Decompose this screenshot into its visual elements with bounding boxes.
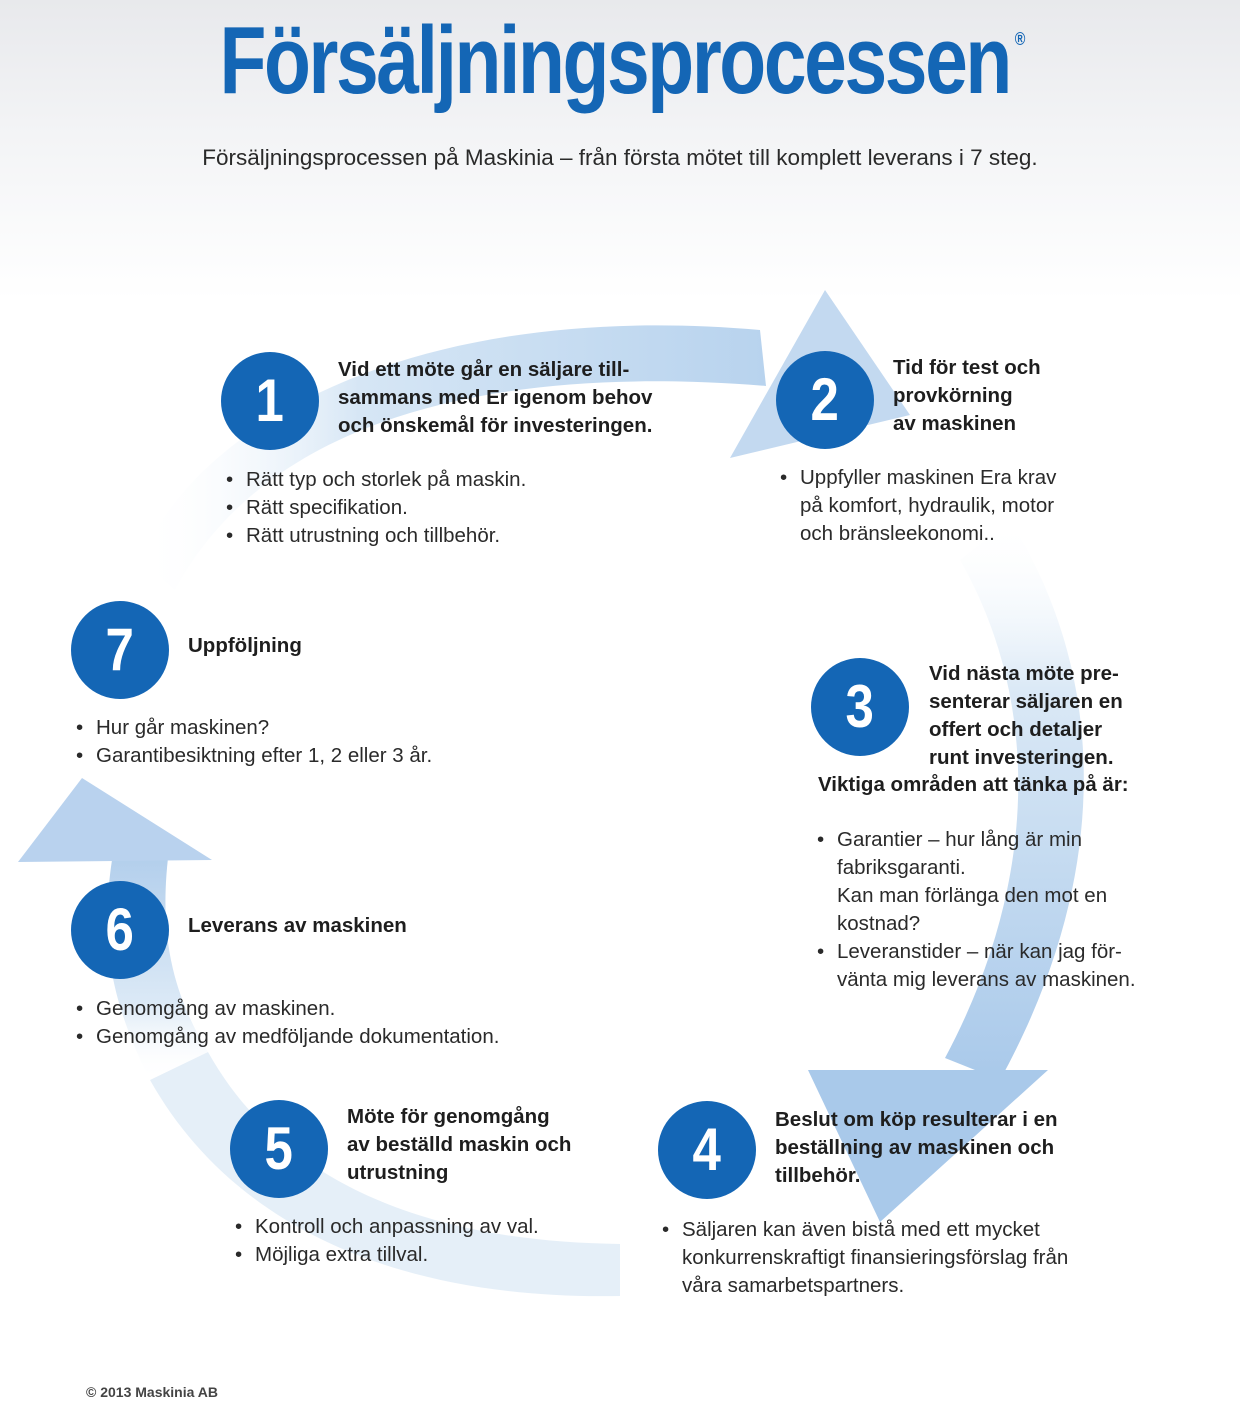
list-item: • Kontroll och anpassning av val.: [233, 1213, 539, 1241]
step-5-number: 5: [230, 1100, 328, 1198]
title-text: Försäljningsprocessen: [219, 7, 1010, 114]
list-item: • Genomgång av medföljande dokumentation.: [74, 1023, 499, 1051]
step-4-number: 4: [658, 1101, 756, 1199]
step-2-heading: Tid för test och provkörning av maskinen: [893, 356, 1041, 435]
step-1-heading: Vid ett möte går en säljare till- sammans med Er igenom behov och önskemål för investeringen.: [338, 358, 653, 437]
list-item: • Garantibesiktning efter 1, 2 eller 3 år.: [74, 742, 432, 770]
list-item: • Rätt typ och storlek på maskin.: [224, 466, 526, 494]
step-5-heading: Möte för genomgång av beställd maskin och utrustning: [347, 1105, 572, 1184]
step-3-bullets: [815, 826, 1136, 994]
registered-mark: ®: [1014, 29, 1026, 49]
step-1-bullets: [224, 466, 526, 550]
list-item: • Rätt utrustning och tillbehör.: [224, 522, 526, 550]
list-item: • Uppfyller maskinen Era krav på komfort, hydraulik, motor och bränsleekonomi..: [778, 464, 1056, 548]
arrow-head-left: [18, 778, 212, 862]
list-item: • Säljaren kan även bistå med ett mycket konkurrenskraftigt finansieringsförslag från våra samarbetspartners.: [660, 1216, 1068, 1300]
list-item: • Rätt specifikation.: [224, 494, 526, 522]
step-1-number: 1: [221, 352, 319, 450]
list-item: • Leveranstider – när kan jag för- vänta mig leverans av maskinen.: [815, 938, 1136, 994]
list-item: • Garantier – hur lång är min fabriksgaranti. Kan man förlänga den mot en kostnad?: [815, 826, 1136, 938]
step-7-number: 7: [71, 601, 169, 699]
step-6-number: 6: [71, 881, 169, 979]
copyright-notice: © 2013 Maskinia AB: [86, 1384, 218, 1400]
list-item: • Hur går maskinen?: [74, 714, 432, 742]
step-2-bullets: [778, 464, 1056, 548]
step-2-number: 2: [776, 351, 874, 449]
list-item: • Genomgång av maskinen.: [74, 995, 499, 1023]
step-6-heading: Leverans av maskinen: [188, 914, 407, 937]
arrow-arc-right: [945, 520, 1084, 1080]
step-3-number: 3: [811, 658, 909, 756]
step-7-heading: Uppföljning: [188, 634, 302, 657]
step-7-bullets: [74, 714, 432, 770]
step-4-heading: Beslut om köp resulterar i en beställning av maskinen och tillbehör.: [775, 1108, 1058, 1187]
step-4-bullets: [660, 1216, 1068, 1300]
step-6-bullets: [74, 995, 499, 1051]
step-5-bullets: [233, 1213, 539, 1269]
step-3-subheading: Viktiga områden att tänka på är:: [818, 773, 1129, 796]
step-3-heading: Vid nästa möte pre- senterar säljaren en offert och detaljer runt investeringen.: [929, 662, 1123, 769]
list-item: • Möjliga extra tillval.: [233, 1241, 539, 1269]
page-subtitle: Försäljningsprocessen på Maskinia – från första mötet till komplett leverans i 7 steg.: [202, 145, 1038, 170]
